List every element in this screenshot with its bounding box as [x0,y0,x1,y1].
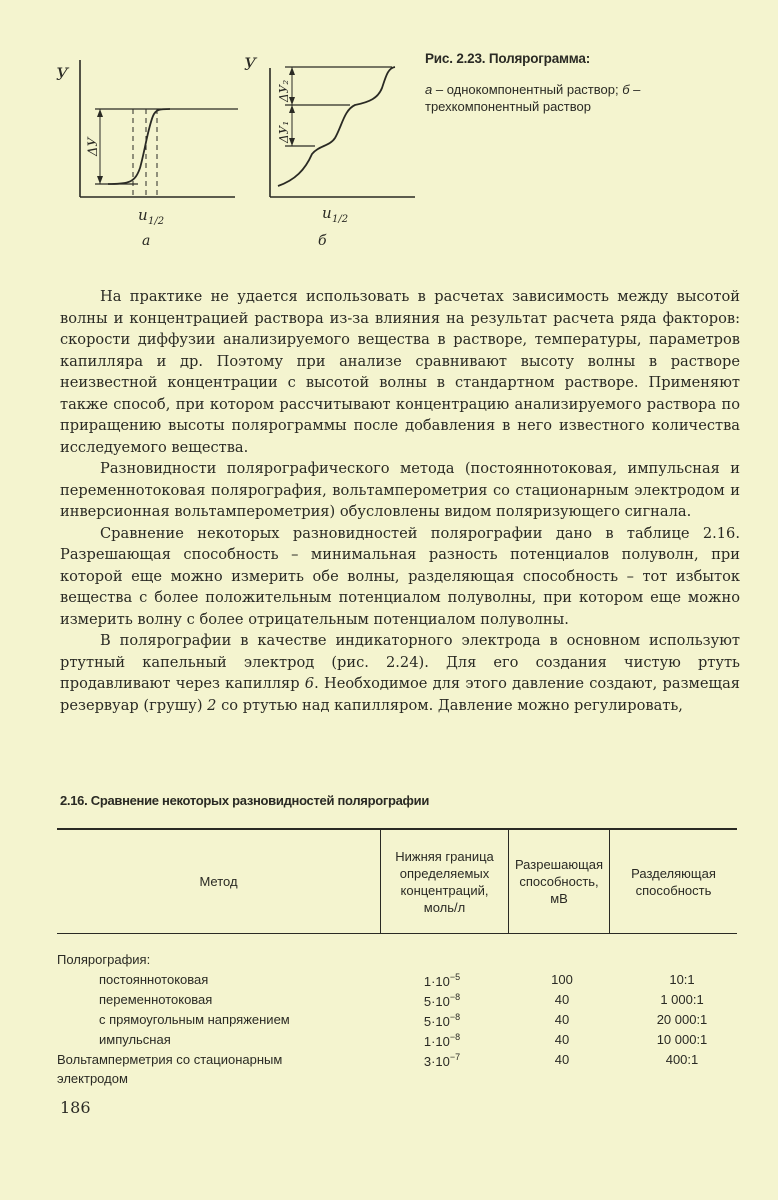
row-resolution: 40 [554,992,570,1007]
row-separation: 1 000:1 [660,992,704,1007]
graph-b-delta1-label: ΔУ₁ [277,120,291,143]
paragraph-3: Сравнение некоторых разновидностей полярографии дано в таблице 2.16. Разрешающая способность – минимальная разность потенциалов полуволн, при которой еще можно измерить обе волны, разделяющая способность – тот избыток вещества с более положительным потенциалом полуволны, при котором еще можно измерить волну с более отрицательным потенциалом полуволны. [60,524,740,628]
row-method: Вольтамперметрия со стационарным [57,1052,283,1067]
paragraph-4-part-a: В полярографии в качестве индикаторного электрода в основном используют ртутный капельный электрод (рис. 2.24). Для его создания чистую ртуть продавливают через капилляр [60,632,740,692]
paragraph-4-part-b: . Необходимое для этого давление создают, размещая резервуар (грушу) [60,675,740,714]
graph-a-y-label: У [56,65,69,85]
header-resolution: Разрешающая способность, мВ [514,857,604,906]
row-lower-limit [407,1012,477,1029]
graph-b-delta2-label: ΔУ₂ [277,79,291,102]
graph-b-halfwave-sub: 1/2 [332,214,349,225]
table-row-continuation [57,1071,737,1089]
polarogram-figure [50,50,420,260]
table-title: 2.16. Сравнение некоторых разновидностей полярографии [60,793,430,808]
graph-a [80,60,238,197]
row-lower-limit-mantissa: 5·10 [423,994,450,1009]
row-lower-limit-exponent: −5 [449,972,461,982]
row-method-continuation: электродом [57,1071,128,1086]
paragraph-1: На практике не удается использовать в расчетах зависимость между высотой волны и концентрацией раствора из-за влияния на результат расчета ряда факторов: скорости диффузии анализируемого вещества в растворе, температуры, параметров капилляра и др. Поэтому при анализе сравнивают высоту волны в растворе неизвестной концентрации с высотой волны в стандартном растворе. Применяют также способ, при котором рассчитывают концентрацию анализируемого раствора по приращению высоты полярограммы после добавления в него известного количества исследуемого вещества. [60,288,740,456]
caption-a-text: – однокомпонентный раствор; [432,82,623,97]
paragraph-2: Разновидности полярографического метода (постояннотоковая, импульсная и переменнотоковая полярография, вольтамперометрия со стационарным электродом и инверсионная вольтамперометрия) обусловлены видом поляризующего сигнала. [60,460,740,520]
row-lower-limit-exponent: −8 [449,1012,461,1022]
figure-caption [425,50,745,115]
row-lower-limit-mantissa: 1·10 [423,1034,450,1049]
table-row [57,1032,737,1050]
row-separation: 20 000:1 [656,1012,708,1027]
row-resolution: 40 [554,1012,570,1027]
row-resolution: 100 [551,972,573,987]
page-number: 186 [60,1098,91,1117]
row-lower-limit-mantissa: 5·10 [423,1014,450,1029]
row-separation: 400:1 [665,1052,699,1067]
row-lower-limit-mantissa: 3·10 [423,1054,450,1069]
row-lower-limit-exponent: −7 [449,1052,461,1062]
caption-b-text: – трехкомпонентный раствор [425,82,641,114]
graph-a-wave-curve [108,109,170,184]
paragraph-4-ref-reservoir: 2 [207,696,217,714]
table-row [57,1052,737,1070]
table-group-row [57,952,737,970]
graph-a-halfwave-label: u [138,206,148,224]
paragraph-4-ref-capillary: 6 [304,675,315,692]
header-separation: Разделяющая способность [631,865,716,898]
row-resolution: 40 [554,1052,570,1067]
graph-a-halfwave-sub: 1/2 [148,216,165,227]
header-method: Метод [199,874,238,889]
table-row [57,972,737,990]
group-label: Полярография: [57,952,151,967]
paragraph-4-part-c: со ртутью над капилляром. Давление можно регулировать, [216,696,683,714]
row-lower-limit [407,1032,477,1049]
graph-b-label: б [318,233,327,249]
row-separation: 10:1 [669,972,695,987]
caption-b-letter: б [622,82,630,97]
polarogram-figure-svg [50,50,420,260]
graph-b [270,67,415,197]
row-lower-limit-mantissa: 1·10 [423,974,450,989]
graph-b-halfwave-label: u [322,204,332,222]
caption-a-letter: а [425,82,433,97]
row-lower-limit-exponent: −8 [449,992,461,1002]
graph-a-delta-label: ΔУ [86,137,101,156]
row-lower-limit [407,972,477,989]
paragraph-4 [60,630,740,716]
caption-body [425,81,745,115]
graph-a-label: а [142,233,151,249]
row-method: импульсная [99,1032,171,1047]
graph-b-y-label: У [244,55,257,75]
row-separation: 10 000:1 [656,1032,708,1047]
caption-title: Рис. 2.23. Полярограмма: [425,51,591,66]
table-header [57,828,737,934]
table-row [57,1012,737,1030]
body-text [60,286,740,716]
graph-b-wave-curve [278,67,395,186]
row-lower-limit-exponent: −8 [449,1032,461,1042]
row-lower-limit [407,992,477,1009]
row-method: с прямоугольным напряжением [99,1012,290,1027]
row-lower-limit [407,1052,477,1069]
row-method: постояннотоковая [99,972,209,987]
table-row [57,992,737,1010]
row-resolution: 40 [554,1032,570,1047]
header-lower-limit: Нижняя граница определяемых концентраций, моль/л [395,848,494,915]
row-method: переменнотоковая [99,992,213,1007]
